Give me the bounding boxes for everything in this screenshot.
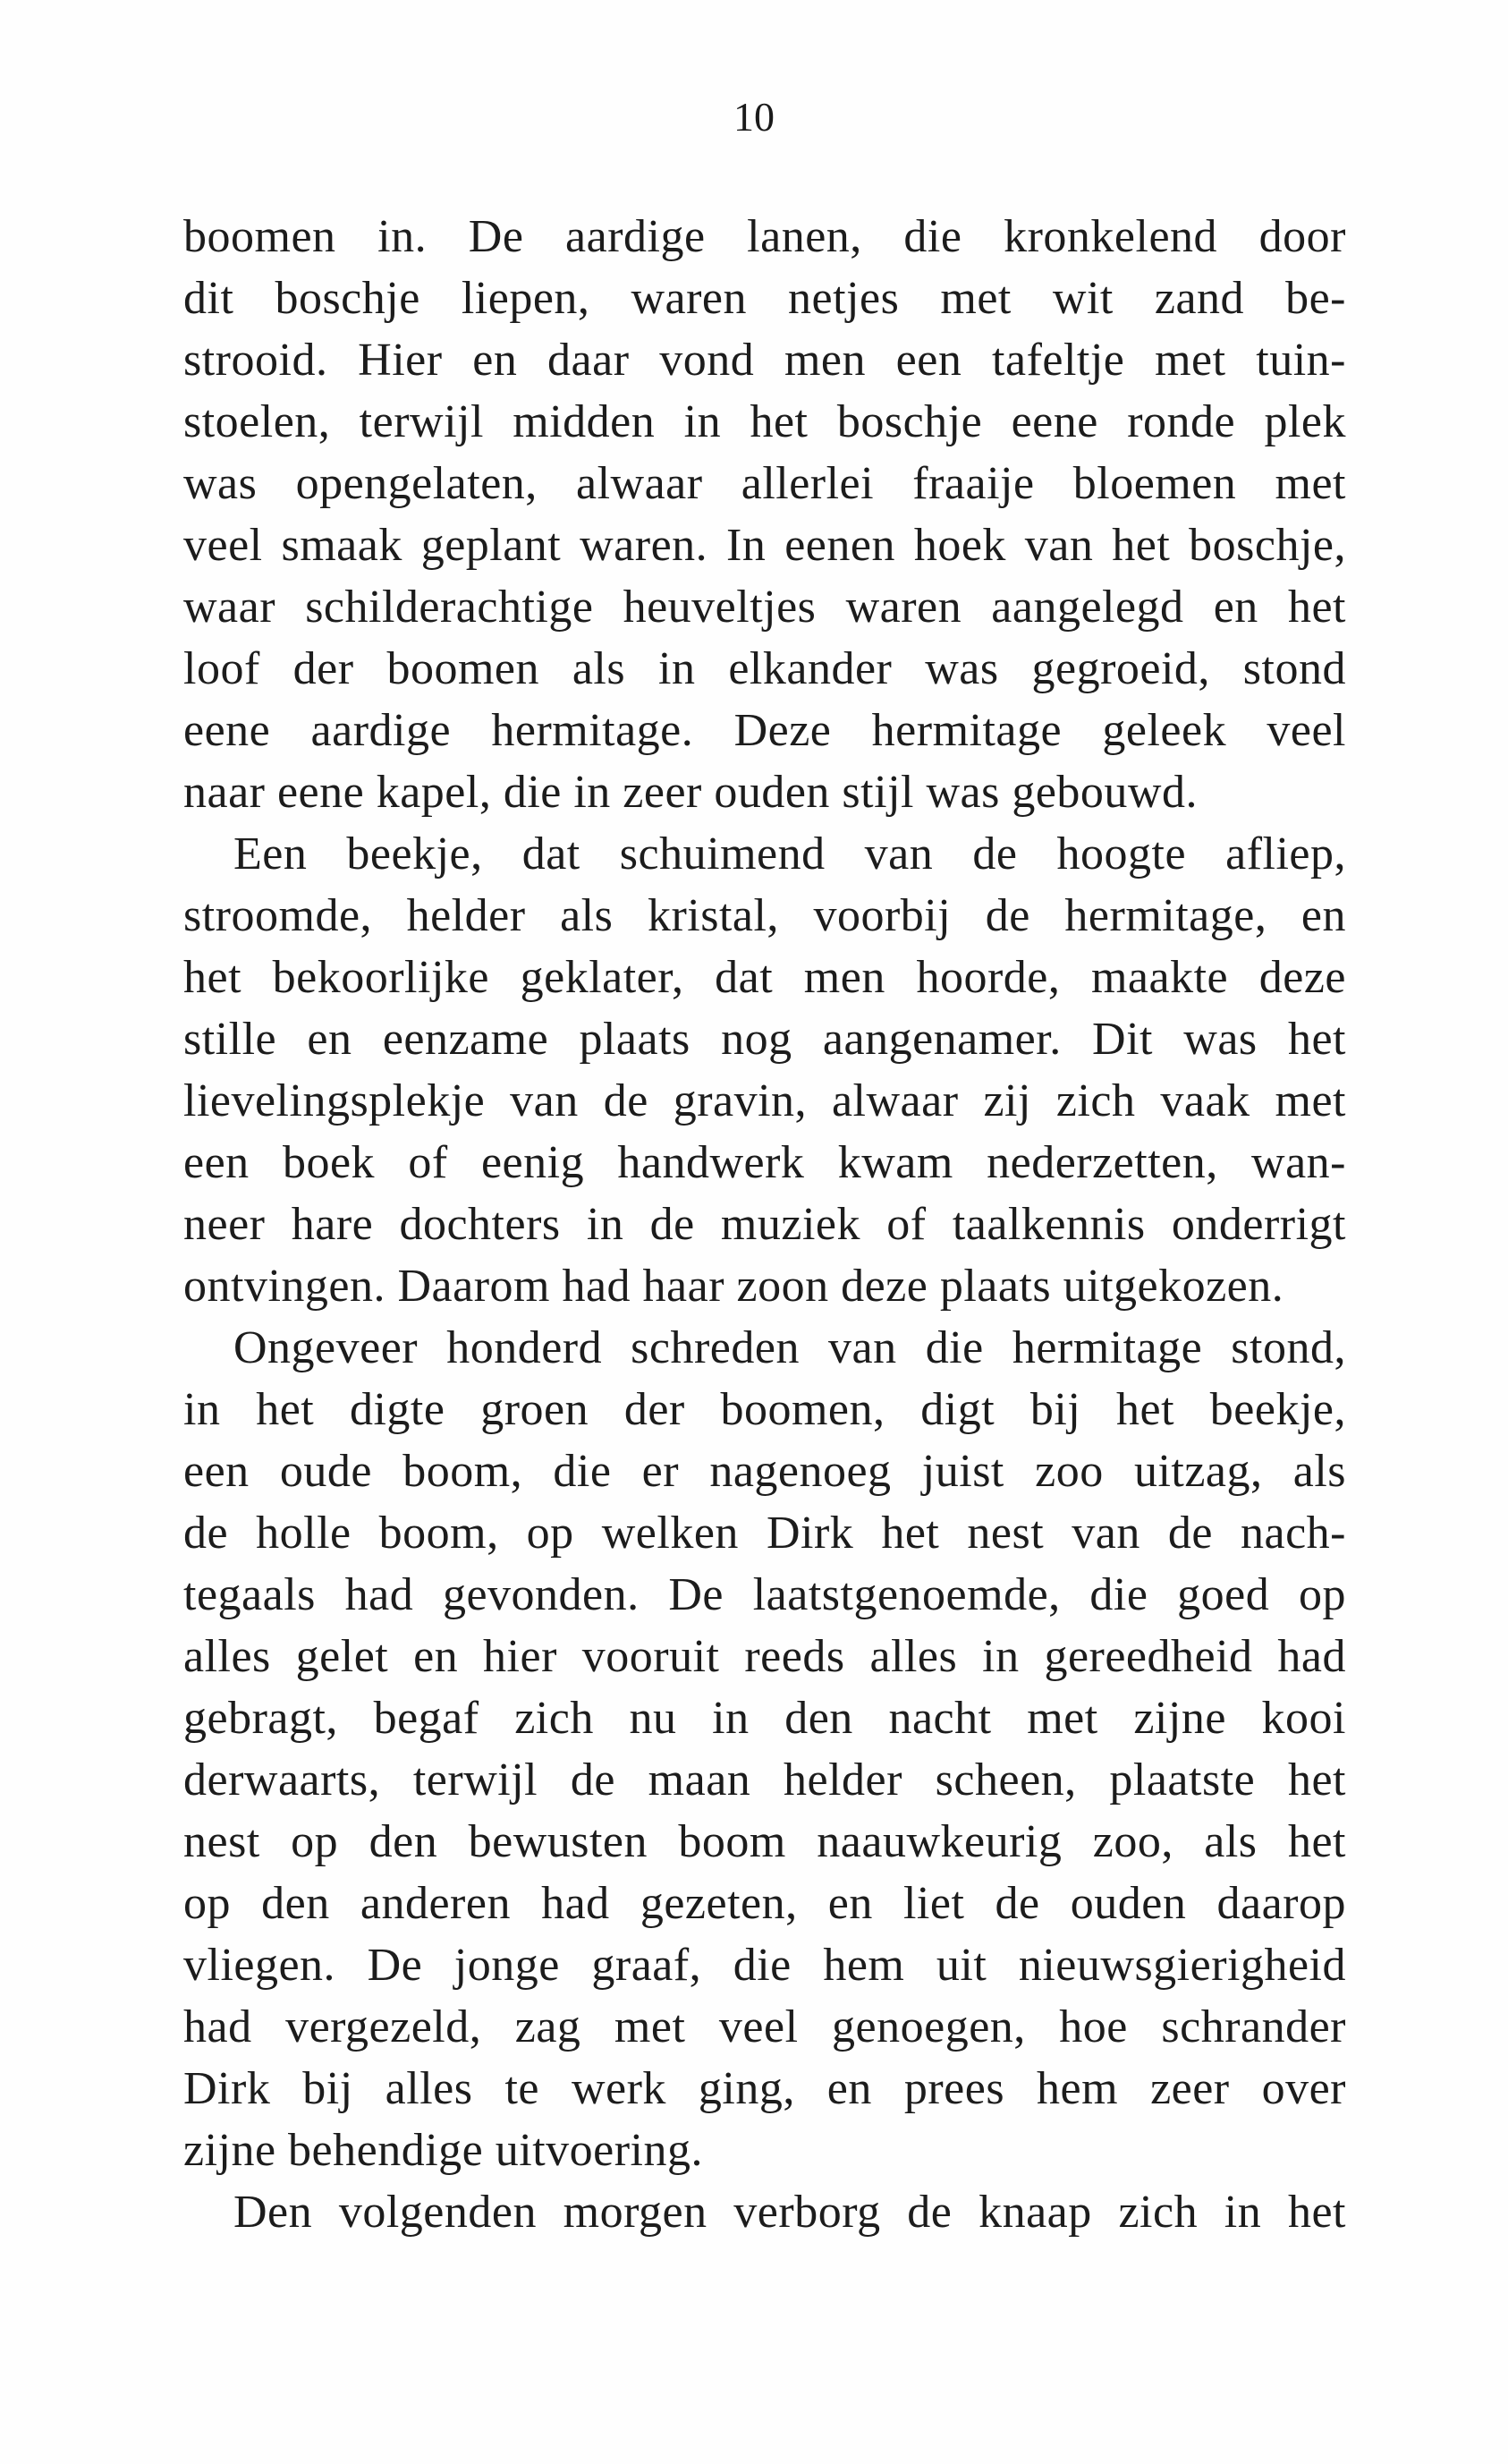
page-number: 10 [733,94,775,140]
text-line: vliegen. De jonge graaf, die hem uit nieuwsgierigheid [183,1940,1346,1991]
text-line: stroomde, helder als kristal, voorbij de hermitage, en [183,890,1346,941]
text-line: naar eene kapel, die in zeer ouden stijl was gebouwd. [183,767,1198,818]
text-line: op den anderen had gezeten, en liet de ouden daarop [183,1878,1346,1929]
text-line: ontvingen. Daarom had haar zoon deze plaats uitgekozen. [183,1261,1284,1312]
text-line: tegaals had gevonden. De laatstgenoemde, die goed op [183,1569,1346,1620]
text-line: het bekoorlijke geklater, dat men hoorde, maakte deze [183,952,1346,1003]
text-line: lievelingsplekje van de gravin, alwaar zij zich vaak met [183,1075,1346,1126]
text-line: waar schilderachtige heuveltjes waren aangelegd en het [183,582,1346,633]
text-line: dit boschje liepen, waren netjes met wit zand be- [183,273,1346,324]
text-line: was opengelaten, alwaar allerlei fraaije bloemen met [183,458,1346,509]
text-line: had vergezeld, zag met veel genoegen, hoe schrander [183,2001,1346,2052]
text-line: loof der boomen als in elkander was gegroeid, stond [183,643,1346,694]
text-line: boomen in. De aardige lanen, die kronkelend door [183,211,1346,262]
text-line: een oude boom, die er nagenoeg juist zoo uitzag, als [183,1446,1346,1497]
text-line: stille en eenzame plaats nog aangenamer. Dit was het [183,1014,1346,1065]
text-line: eene aardige hermitage. Deze hermitage geleek veel [183,705,1346,756]
text-line: de holle boom, op welken Dirk het nest van de nach- [183,1508,1346,1559]
text-line: een boek of eenig handwerk kwam nederzetten, wan- [183,1137,1346,1188]
text-line: nest op den bewusten boom naauwkeurig zoo, als het [183,1816,1346,1867]
text-line: gebragt, begaf zich nu in den nacht met zijne kooi [183,1693,1346,1744]
text-line: zijne behendige uitvoering. [183,2125,703,2176]
text-line: Dirk bij alles te werk ging, en prees hem zeer over [183,2063,1346,2114]
text-line: in het digte groen der boomen, digt bij het beekje, [183,1384,1346,1435]
text-line: strooid. Hier en daar vond men een tafeltje met tuin- [183,335,1346,386]
text-line: Ongeveer honderd schreden van die hermitage stond, [233,1322,1346,1373]
text-line: alles gelet en hier vooruit reeds alles in gereedheid had [183,1631,1346,1682]
text-line: Een beekje, dat schuimend van de hoogte afliep, [233,828,1346,879]
text-line: Den volgenden morgen verborg de knaap zich in het [233,2187,1346,2238]
text-line: derwaarts, terwijl de maan helder scheen, plaatste het [183,1755,1346,1806]
body-text [183,206,1346,2243]
text-line: stoelen, terwijl midden in het boschje eene ronde plek [183,396,1346,447]
text-line: veel smaak geplant waren. In eenen hoek van het boschje, [183,520,1346,571]
text-line: neer hare dochters in de muziek of taalkennis onderrigt [183,1199,1346,1250]
